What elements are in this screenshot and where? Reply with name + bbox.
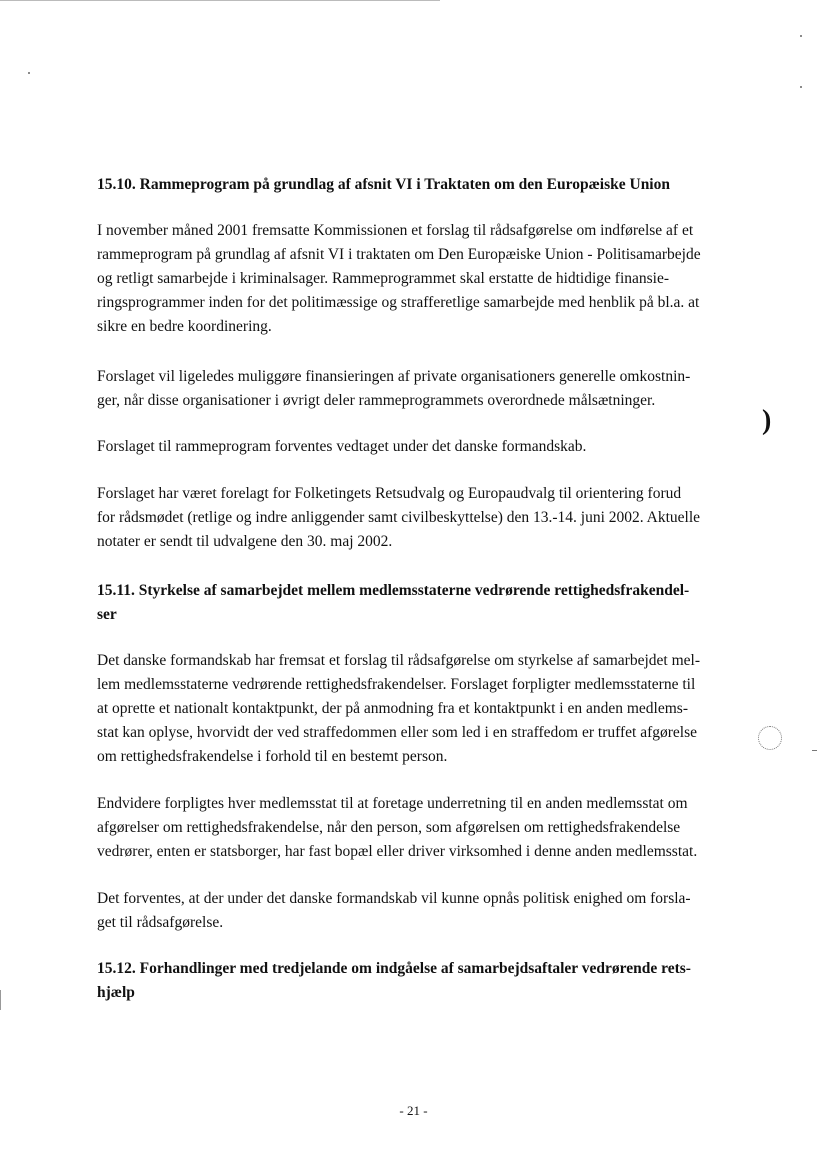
heading-line: 15.11. Styrkelse af samarbejdet mellem medlemsstaterne vedrørende rettighedsfrakendel- xyxy=(97,582,690,599)
heading-line: 15.12. Forhandlinger med tredjelande om indgåelse af samarbejdsaftaler vedrørende rets- xyxy=(97,960,691,977)
text-line: afgørelser om rettighedsfrakendelse, når den person, som afgørelsen om rettighedsfrakendelse xyxy=(97,819,681,836)
scan-speck xyxy=(800,35,802,37)
paragraph-15-10-4 xyxy=(97,482,747,554)
text-line: Forslaget til rammeprogram forventes vedtaget under det danske formandskab. xyxy=(97,438,587,455)
text-line: at oprette et nationalt kontaktpunkt, der på anmodning fra et kontaktpunkt i en anden medlems- xyxy=(97,700,688,717)
text-line: vedrører, enten er statsborger, har fast bopæl eller driver virksomhed i denne anden medlemsstat. xyxy=(97,843,698,860)
heading-line: hjælp xyxy=(97,984,135,1001)
text-line: I november måned 2001 fremsatte Kommissionen et forslag til rådsafgørelse om indførelse af et xyxy=(97,222,694,239)
punch-hole-circle xyxy=(758,726,782,750)
punch-hole-mark: ) xyxy=(762,405,772,436)
heading-line: 15.10. Rammeprogram på grundlag af afsnit VI i Traktaten om den Europæiske Union xyxy=(97,176,670,193)
heading-line: ser xyxy=(97,606,117,623)
text-line: Det forventes, at der under det danske formandskab vil kunne opnås politisk enighed om forsla- xyxy=(97,890,691,907)
text-line: get til rådsafgørelse. xyxy=(97,914,224,931)
text-line: og retligt samarbejde i kriminalsager. Rammeprogrammet skal erstatte de hidtidige finansie- xyxy=(97,270,670,287)
paragraph-15-10-3 xyxy=(97,435,747,459)
text-line: ringsprogrammer inden for det politimæssige og strafferetlige samarbejde med henblik på bl.a. at xyxy=(97,294,700,311)
text-line: lem medlemsstaterne vedrørende rettighedsfrakendelser. Forslaget forpligter medlemsstaterne til xyxy=(97,676,696,693)
paragraph-15-11-1 xyxy=(97,649,747,769)
text-line: for rådsmødet (retlige og indre anliggender samt civilbeskyttelse) den 13.-14. juni 2002. Aktuelle xyxy=(97,509,701,526)
text-line: notater er sendt til udvalgene den 30. maj 2002. xyxy=(97,533,393,550)
scan-dash xyxy=(812,750,817,751)
paragraph-15-11-2 xyxy=(97,792,747,864)
page-number: - 21 - xyxy=(399,1103,428,1118)
text-line: Forslaget har været forelagt for Folketingets Retsudvalg og Europaudvalg til orientering forud xyxy=(97,485,682,502)
text-line: Forslaget vil ligeledes muliggøre finansieringen af private organisationers generelle omkostnin- xyxy=(97,368,691,385)
text-line: om rettighedsfrakendelse i forhold til en bestemt person. xyxy=(97,748,448,765)
section-heading-15-11 xyxy=(97,579,747,627)
section-heading-15-12 xyxy=(97,957,747,1005)
text-line: Det danske formandskab har fremsat et forslag til rådsafgørelse om styrkelse af samarbejdet mel- xyxy=(97,652,700,669)
scan-top-rule xyxy=(0,0,440,1)
scan-speck xyxy=(800,86,802,88)
paragraph-15-11-3 xyxy=(97,887,747,935)
scan-left-rule xyxy=(0,990,1,1010)
paragraph-15-10-1 xyxy=(97,219,747,339)
text-line: rammeprogram på grundlag af afsnit VI i traktaten om Den Europæiske Union - Politisamarbejde xyxy=(97,246,701,263)
text-line: sikre en bedre koordinering. xyxy=(97,318,272,335)
paragraph-15-10-2 xyxy=(97,365,747,413)
text-line: ger, når disse organisationer i øvrigt deler rammeprogrammets overordnede målsætninger. xyxy=(97,392,656,409)
section-heading-15-10 xyxy=(97,173,747,197)
scan-speck xyxy=(28,72,30,74)
text-line: stat kan oplyse, hvorvidt der ved straffedommen eller som led i en straffedom er truffet afgørelse xyxy=(97,724,698,741)
text-line: Endvidere forpligtes hver medlemsstat til at foretage underretning til en anden medlemsstat om xyxy=(97,795,688,812)
